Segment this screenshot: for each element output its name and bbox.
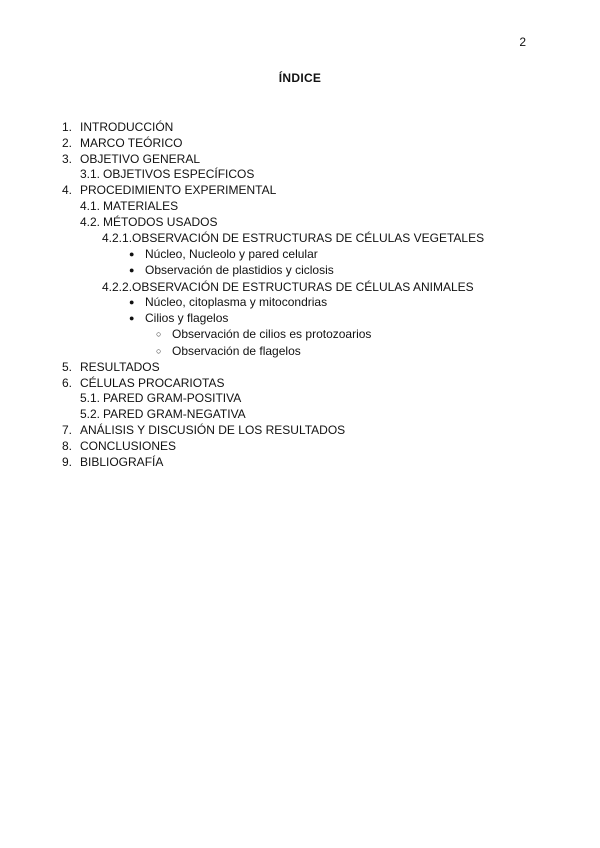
toc-entry-label: OBJETIVO GENERAL xyxy=(80,152,201,166)
toc-entry-label: MÉTODOS USADOS xyxy=(103,215,218,229)
toc-entry-label: Núcleo, Nucleolo y pared celular xyxy=(145,247,318,261)
toc-entry-number: 4.2. xyxy=(80,215,101,229)
page-number: 2 xyxy=(519,35,526,49)
toc-entry-label: PROCEDIMIENTO EXPERIMENTAL xyxy=(80,183,277,197)
toc-entry-label: Cilios y flagelos xyxy=(145,311,229,325)
toc-entry-number: 5.2. xyxy=(80,407,101,421)
toc-entry-number: 2. xyxy=(62,136,73,150)
toc-entry-label: INTRODUCCIÓN xyxy=(80,120,174,134)
toc-entry-number: 3. xyxy=(62,152,73,166)
bullet-icon: ● xyxy=(129,297,135,307)
toc-entry-number: 3.1. xyxy=(80,167,101,181)
toc-entry-label: PARED GRAM-NEGATIVA xyxy=(103,407,246,421)
bullet-icon: ● xyxy=(129,313,135,323)
toc-entry-number: 7. xyxy=(62,423,73,437)
toc-entry-label: OBJETIVOS ESPECÍFICOS xyxy=(103,167,255,181)
toc-entry-number: 1. xyxy=(62,120,73,134)
toc-entry-number: 6. xyxy=(62,376,73,390)
toc-entry-label: Núcleo, citoplasma y mitocondrias xyxy=(145,295,328,309)
bullet-icon: ● xyxy=(129,249,135,259)
toc-entry-label: Observación de cilios es protozoarios xyxy=(172,327,372,341)
toc-entry-number: 4. xyxy=(62,183,73,197)
page-title: ÍNDICE xyxy=(278,71,322,85)
bullet-icon: ● xyxy=(129,265,135,275)
toc-entry-label: CÉLULAS PROCARIOTAS xyxy=(80,376,225,390)
toc-entry-label: Observación de flagelos xyxy=(172,344,301,358)
toc-entry-number: 9. xyxy=(62,455,73,469)
toc-entry-number: 8. xyxy=(62,439,73,453)
toc-entry-label: BIBLIOGRAFÍA xyxy=(80,455,164,469)
toc-entry-number: 4.1. xyxy=(80,199,101,213)
toc-entry-number: 5.1. xyxy=(80,391,101,405)
toc-entry-number: 4.2.2. xyxy=(102,280,133,294)
toc-entry-label: ANÁLISIS Y DISCUSIÓN DE LOS RESULTADOS xyxy=(80,423,346,437)
toc-entry-label: OBSERVACIÓN DE ESTRUCTURAS DE CÉLULAS VEGETALES xyxy=(132,231,485,245)
toc-entry-label: RESULTADOS xyxy=(80,360,160,374)
toc-entry-label: CONCLUSIONES xyxy=(80,439,177,453)
hollow-bullet-icon: ○ xyxy=(156,346,162,356)
toc-entry-label: PARED GRAM-POSITIVA xyxy=(103,391,242,405)
toc-entry-number: 5. xyxy=(62,360,73,374)
toc-entry-label: MATERIALES xyxy=(103,199,179,213)
hollow-bullet-icon: ○ xyxy=(156,329,162,339)
toc-entry-label: Observación de plastidios y ciclosis xyxy=(145,263,334,277)
toc-entry-number: 4.2.1. xyxy=(102,231,133,245)
toc-entry-label: MARCO TEÓRICO xyxy=(80,136,183,150)
toc-entry-label: OBSERVACIÓN DE ESTRUCTURAS DE CÉLULAS ANIMALES xyxy=(132,280,474,294)
